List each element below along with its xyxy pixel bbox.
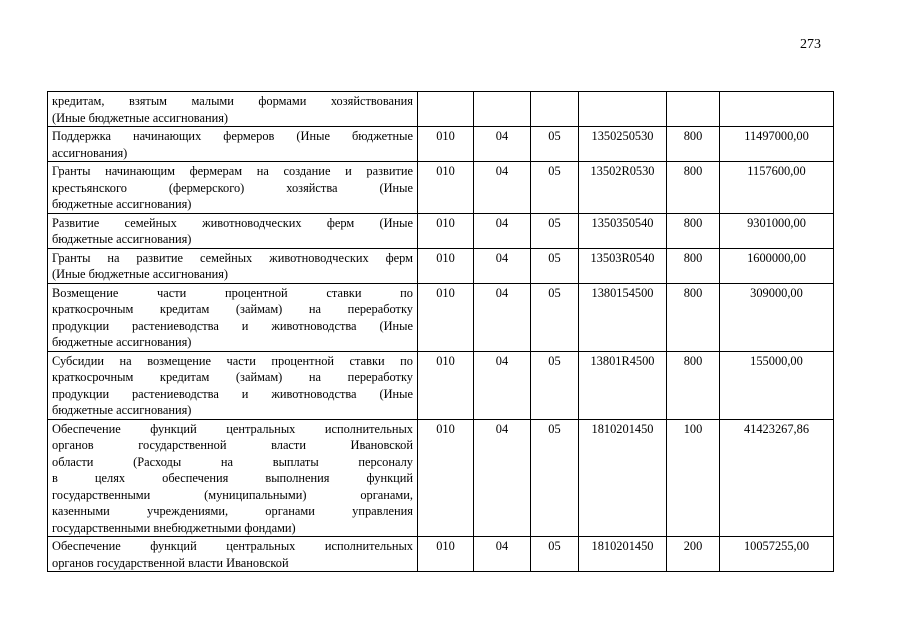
table-row xyxy=(48,92,834,127)
description-line: продукции растениеводства и животноводства (Иные xyxy=(52,386,413,401)
row-description xyxy=(48,283,418,351)
expense-type-cell: 800 xyxy=(667,213,720,248)
description-line: Возмещение части процентной ставки по xyxy=(52,285,413,300)
expense-type-cell: 100 xyxy=(667,419,720,537)
subsection-code-cell xyxy=(531,92,579,127)
amount-cell xyxy=(720,92,834,127)
subsection-code-cell: 05 xyxy=(531,419,579,537)
target-article-cell: 13801R4500 xyxy=(579,351,667,419)
subsection-code-cell: 05 xyxy=(531,351,579,419)
section-code-cell: 04 xyxy=(474,351,531,419)
description-line: органов государственной власти Ивановской xyxy=(52,438,413,452)
description-line: краткосрочным кредитам (займам) на переработку xyxy=(52,302,413,316)
description-line: (Иные бюджетные ассигнования) xyxy=(52,267,229,281)
description-line: бюджетные ассигнования) xyxy=(52,403,192,417)
table-row xyxy=(48,213,834,248)
description-line: в целях обеспечения выполнения функций xyxy=(52,471,413,485)
budget-table-body xyxy=(48,92,834,572)
subsection-code-cell: 05 xyxy=(531,283,579,351)
amount-cell: 155000,00 xyxy=(720,351,834,419)
table-row xyxy=(48,127,834,162)
target-article-cell: 1350350540 xyxy=(579,213,667,248)
description-line: бюджетные ассигнования) xyxy=(52,335,192,349)
description-line: бюджетные ассигнования) xyxy=(52,197,192,211)
description-line: кредитам, взятым малыми формами хозяйствования xyxy=(52,94,413,108)
target-article-cell: 13503R0540 xyxy=(579,248,667,283)
description-line: Развитие семейных животноводческих ферм (Иные xyxy=(52,215,413,230)
grbs-code-cell: 010 xyxy=(418,162,474,214)
row-description xyxy=(48,248,418,283)
subsection-code-cell: 05 xyxy=(531,213,579,248)
amount-cell: 9301000,00 xyxy=(720,213,834,248)
section-code-cell xyxy=(474,92,531,127)
subsection-code-cell: 05 xyxy=(531,127,579,162)
expense-type-cell xyxy=(667,92,720,127)
target-article-cell: 1380154500 xyxy=(579,283,667,351)
description-line: казенными учреждениями, органами управления xyxy=(52,504,413,518)
target-article-cell: 1810201450 xyxy=(579,537,667,572)
amount-cell: 1600000,00 xyxy=(720,248,834,283)
amount-cell: 10057255,00 xyxy=(720,537,834,572)
description-line: Поддержка начинающих фермеров (Иные бюджетные xyxy=(52,129,413,143)
section-code-cell: 04 xyxy=(474,419,531,537)
expense-type-cell: 800 xyxy=(667,248,720,283)
description-line: государственными внебюджетными фондами) xyxy=(52,520,296,535)
description-line: Обеспечение функций центральных исполнительных xyxy=(52,421,413,436)
target-article-cell: 1810201450 xyxy=(579,419,667,537)
grbs-code-cell: 010 xyxy=(418,283,474,351)
row-description xyxy=(48,213,418,248)
section-code-cell: 04 xyxy=(474,537,531,572)
target-article-cell: 1350250530 xyxy=(579,127,667,162)
table-row xyxy=(48,162,834,214)
description-line: бюджетные ассигнования) xyxy=(52,232,192,246)
row-description xyxy=(48,351,418,419)
budget-table xyxy=(47,91,834,572)
description-line: (Иные бюджетные ассигнования) xyxy=(52,110,229,125)
description-line: крестьянского (фермерского) хозяйства (Иные xyxy=(52,180,413,195)
description-line: области (Расходы на выплаты персоналу xyxy=(52,454,413,469)
table-row xyxy=(48,283,834,351)
expense-type-cell: 800 xyxy=(667,162,720,214)
description-line: продукции растениеводства и животноводства (Иные xyxy=(52,318,413,333)
grbs-code-cell: 010 xyxy=(418,213,474,248)
description-line: Гранты на развитие семейных животноводческих ферм xyxy=(52,250,413,265)
table-row xyxy=(48,351,834,419)
grbs-code-cell xyxy=(418,92,474,127)
description-line: ассигнования) xyxy=(52,145,128,160)
amount-cell: 1157600,00 xyxy=(720,162,834,214)
section-code-cell: 04 xyxy=(474,213,531,248)
section-code-cell: 04 xyxy=(474,127,531,162)
amount-cell: 309000,00 xyxy=(720,283,834,351)
expense-type-cell: 800 xyxy=(667,351,720,419)
expense-type-cell: 800 xyxy=(667,127,720,162)
expense-type-cell: 800 xyxy=(667,283,720,351)
description-line: органов государственной власти Ивановской xyxy=(52,555,289,570)
description-line: Гранты начинающим фермерам на создание и развитие xyxy=(52,164,413,178)
row-description xyxy=(48,127,418,162)
target-article-cell: 13502R0530 xyxy=(579,162,667,214)
section-code-cell: 04 xyxy=(474,248,531,283)
table-row xyxy=(48,537,834,572)
subsection-code-cell: 05 xyxy=(531,162,579,214)
page-number: 273 xyxy=(800,37,821,52)
row-description xyxy=(48,537,418,572)
section-code-cell: 04 xyxy=(474,283,531,351)
table-row xyxy=(48,248,834,283)
row-description xyxy=(48,162,418,214)
amount-cell: 11497000,00 xyxy=(720,127,834,162)
description-line: краткосрочным кредитам (займам) на переработку xyxy=(52,370,413,384)
amount-cell: 41423267,86 xyxy=(720,419,834,537)
expense-type-cell: 200 xyxy=(667,537,720,572)
subsection-code-cell: 05 xyxy=(531,537,579,572)
section-code-cell: 04 xyxy=(474,162,531,214)
grbs-code-cell: 010 xyxy=(418,127,474,162)
description-line: Обеспечение функций центральных исполнительных xyxy=(52,539,413,553)
subsection-code-cell: 05 xyxy=(531,248,579,283)
grbs-code-cell: 010 xyxy=(418,351,474,419)
table-row xyxy=(48,419,834,537)
row-description xyxy=(48,92,418,127)
description-line: Субсидии на возмещение части процентной ставки по xyxy=(52,353,413,368)
target-article-cell xyxy=(579,92,667,127)
description-line: государственными (муниципальными) органами, xyxy=(52,487,413,502)
grbs-code-cell: 010 xyxy=(418,248,474,283)
grbs-code-cell: 010 xyxy=(418,419,474,537)
row-description xyxy=(48,419,418,537)
grbs-code-cell: 010 xyxy=(418,537,474,572)
